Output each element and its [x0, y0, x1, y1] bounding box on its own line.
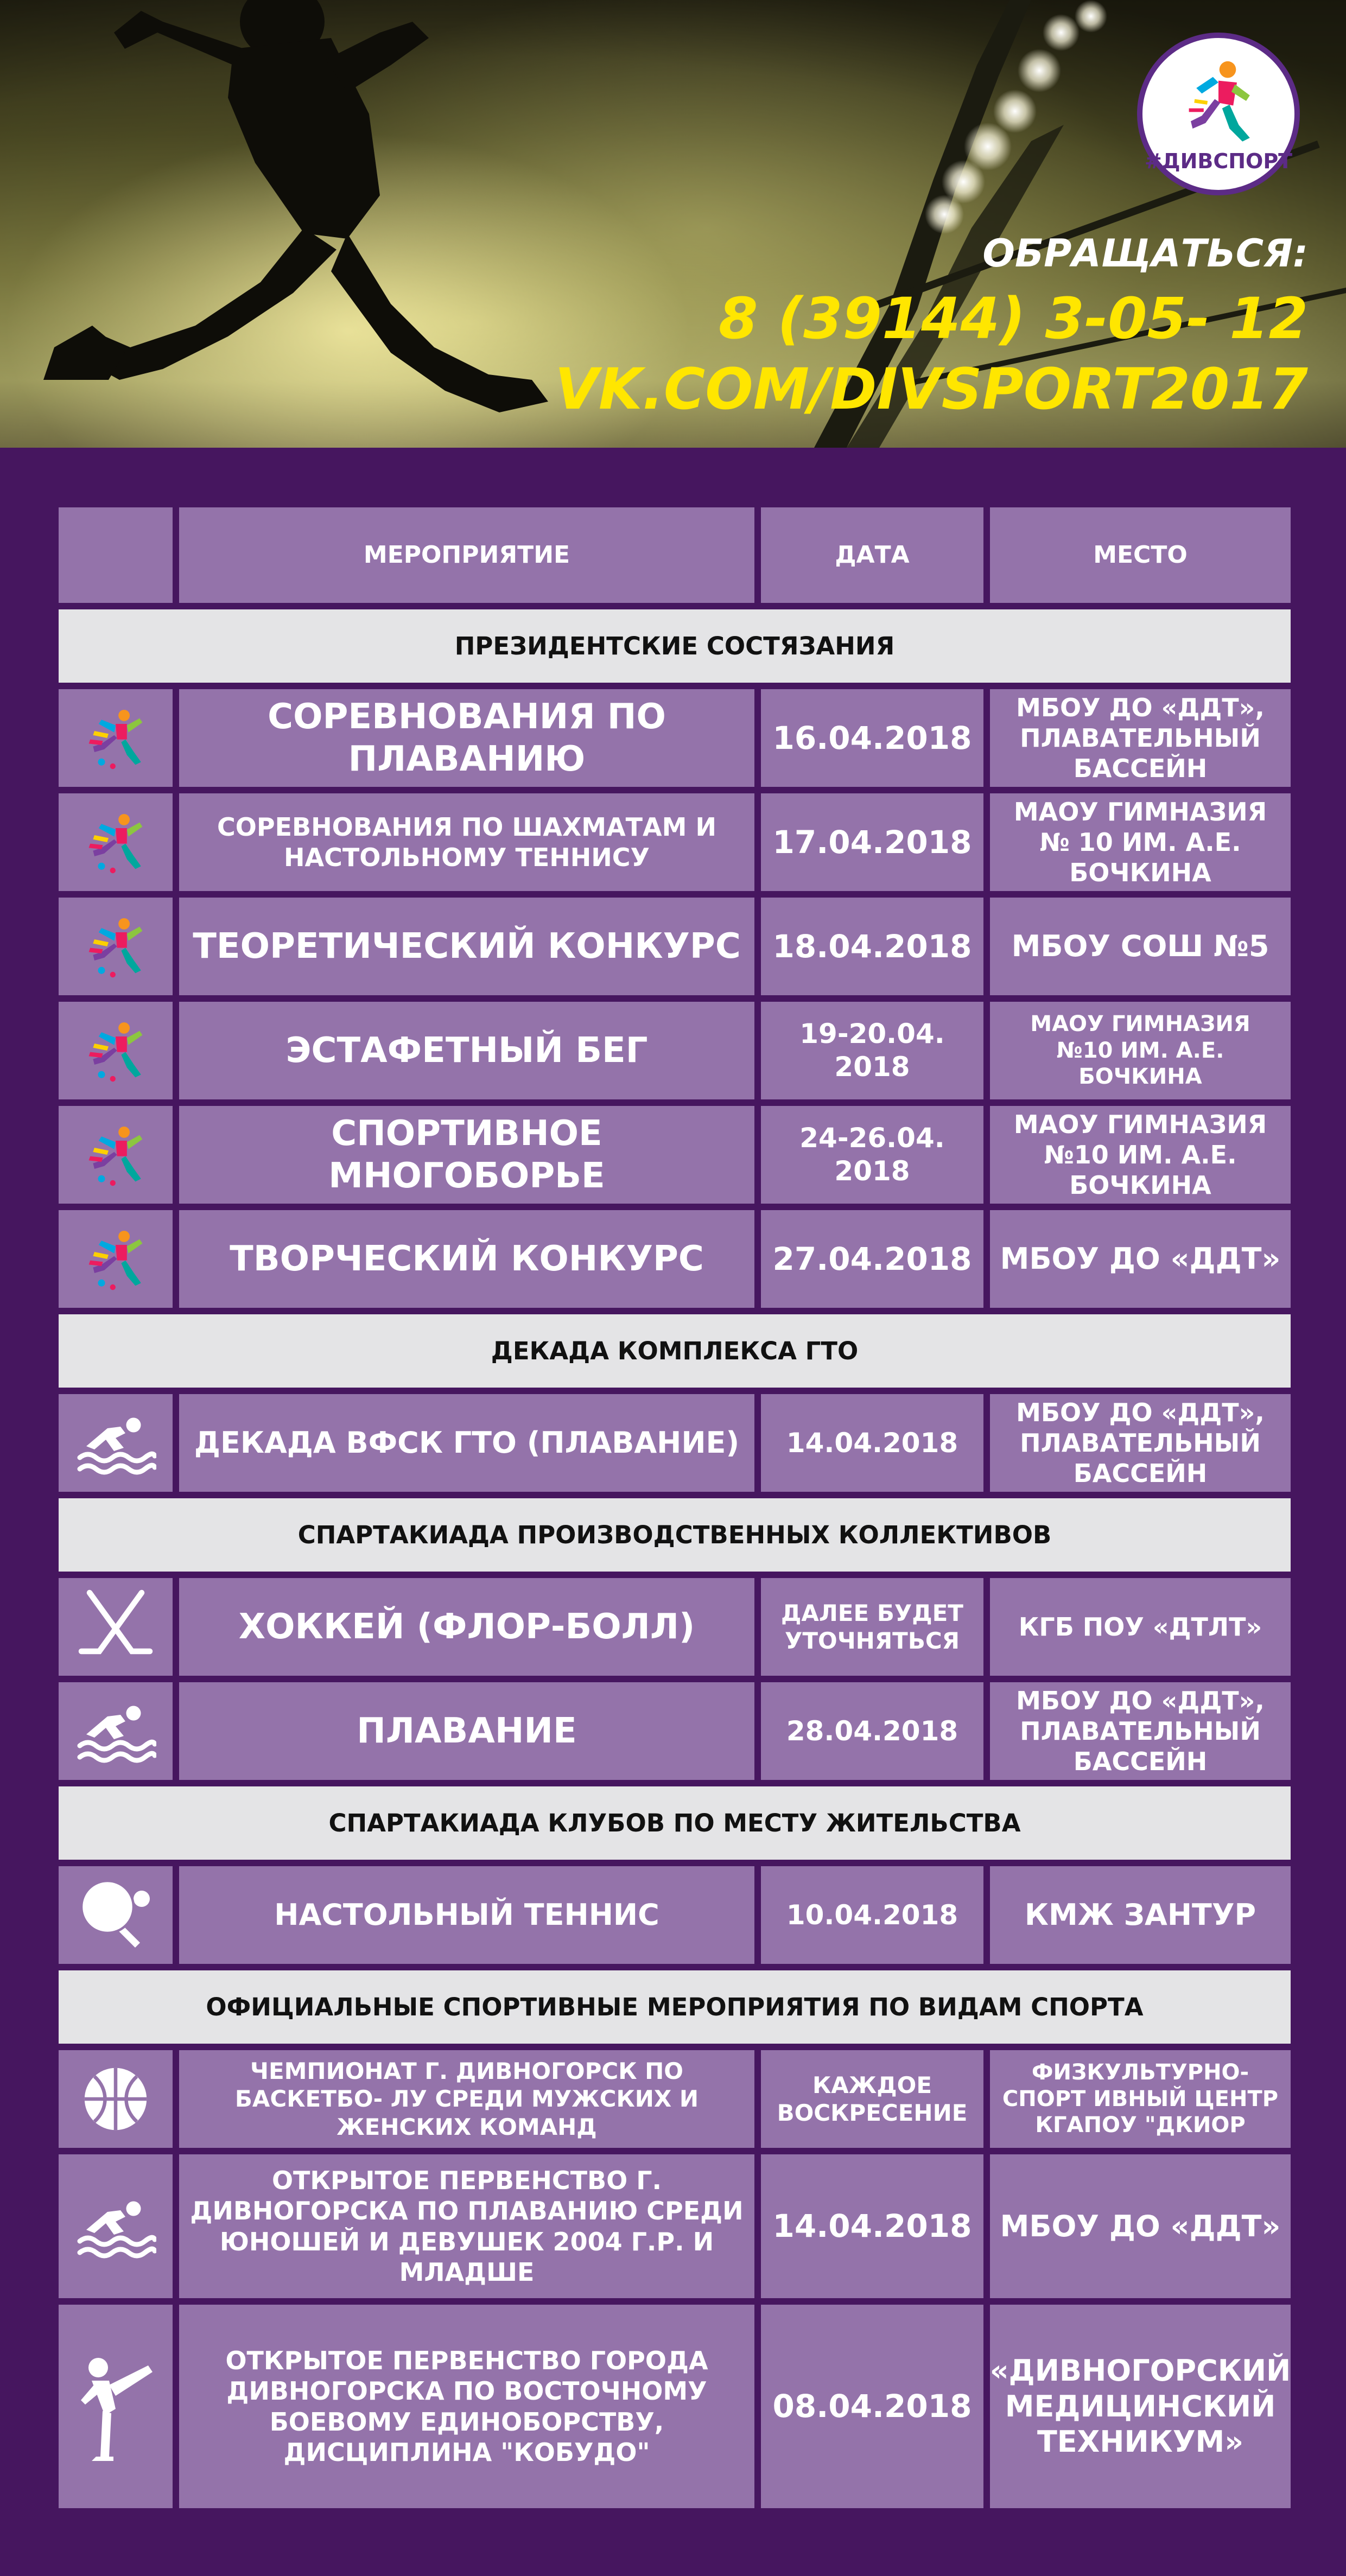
- divsport-logo-icon: [59, 1210, 173, 1308]
- event-name: ТЕОРЕТИЧЕСКИЙ КОНКУРС: [179, 898, 754, 995]
- event-place: МБОУ ДО «ДДТ», ПЛАВАТЕЛЬНЫЙ БАССЕЙН: [990, 1682, 1291, 1780]
- event-date: 19-20.04. 2018: [761, 1002, 983, 1099]
- contact-vk-link[interactable]: VK.COM/DIVSPORT2017: [555, 356, 1308, 422]
- event-date: 16.04.2018: [761, 689, 983, 787]
- basketball-icon: [59, 2050, 173, 2148]
- event-date: 18.04.2018: [761, 898, 983, 995]
- event-date: 10.04.2018: [761, 1866, 983, 1964]
- event-name: ЭСТАФЕТНЫЙ БЕГ: [179, 1002, 754, 1099]
- event-place: МБОУ СОШ №5: [990, 898, 1291, 995]
- event-place: МБОУ ДО «ДДТ», ПЛАВАТЕЛЬНЫЙ БАССЕЙН: [990, 689, 1291, 787]
- event-place: КМЖ ЗАНТУР: [990, 1866, 1291, 1964]
- event-place: КГБ ПОУ «ДТЛТ»: [990, 1578, 1291, 1676]
- event-name: СОРЕВНОВАНИЯ ПО ПЛАВАНИЮ: [179, 689, 754, 787]
- header-icon-cell: [59, 507, 173, 603]
- event-date: 08.04.2018: [761, 2305, 983, 2508]
- divsport-logo-icon: [59, 1002, 173, 1099]
- divsport-logo-icon: [59, 898, 173, 995]
- header-event: МЕРОПРИЯТИЕ: [179, 507, 754, 603]
- event-place: «ДИВНОГОРСКИЙ МЕДИЦИНСКИЙ ТЕХНИКУМ»: [990, 2305, 1291, 2508]
- section-title: СПАРТАКИАДА ПРОИЗВОДСТВЕННЫХ КОЛЛЕКТИВОВ: [59, 1498, 1291, 1572]
- divsport-logo-icon: [59, 689, 173, 787]
- table-row: [59, 2050, 1291, 2148]
- event-date: 14.04.2018: [761, 1394, 983, 1492]
- section-title: СПАРТАКИАДА КЛУБОВ ПО МЕСТУ ЖИТЕЛЬСТВА: [59, 1786, 1291, 1860]
- section-title: ОФИЦИАЛЬНЫЕ СПОРТИВНЫЕ МЕРОПРИЯТИЯ ПО ВИДАМ СПОРТА: [59, 1970, 1291, 2044]
- table-header: [59, 507, 1291, 603]
- logo-hashtag: #ДИВСПОРТ: [1144, 149, 1293, 173]
- divsport-logo: [1137, 33, 1300, 195]
- event-place: МБОУ ДО «ДДТ»: [990, 1210, 1291, 1308]
- table-row: [59, 1210, 1291, 1308]
- event-date: 14.04.2018: [761, 2154, 983, 2298]
- event-date: 27.04.2018: [761, 1210, 983, 1308]
- section-title: ДЕКАДА КОМПЛЕКСА ГТО: [59, 1314, 1291, 1388]
- table-row: [59, 1394, 1291, 1492]
- event-name: ПЛАВАНИЕ: [179, 1682, 754, 1780]
- table-row: [59, 1682, 1291, 1780]
- event-date: 28.04.2018: [761, 1682, 983, 1780]
- event-name: НАСТОЛЬНЫЙ ТЕННИС: [179, 1866, 754, 1964]
- table-row: [59, 1866, 1291, 1964]
- table-row: [59, 2154, 1291, 2298]
- ping-pong-icon: [59, 1866, 173, 1964]
- event-name: СОРЕВНОВАНИЯ ПО ШАХМАТАМ И НАСТОЛЬНОМУ ТЕННИСУ: [179, 793, 754, 891]
- header-place: МЕСТО: [990, 507, 1291, 603]
- table-row: [59, 1002, 1291, 1099]
- swimmer-icon: [59, 2154, 173, 2298]
- event-place: МАОУ ГИМНАЗИЯ №10 ИМ. А.Е. БОЧКИНА: [990, 1002, 1291, 1099]
- table-row: [59, 689, 1291, 787]
- event-place: МБОУ ДО «ДДТ», ПЛАВАТЕЛЬНЫЙ БАССЕЙН: [990, 1394, 1291, 1492]
- header-date: ДАТА: [761, 507, 983, 603]
- contact-label: ОБРАЩАТЬСЯ:: [982, 231, 1308, 276]
- event-name: ХОККЕЙ (ФЛОР-БОЛЛ): [179, 1578, 754, 1676]
- hero-banner: [0, 0, 1346, 448]
- table-row: [59, 1578, 1291, 1676]
- event-name: ЧЕМПИОНАТ Г. ДИВНОГОРСК ПО БАСКЕТБО- ЛУ СРЕДИ МУЖСКИХ И ЖЕНСКИХ КОМАНД: [179, 2050, 754, 2148]
- martial-arts-kick-icon: [59, 2305, 173, 2508]
- contact-phone[interactable]: 8 (39144) 3-05- 12: [718, 285, 1308, 352]
- divsport-logo-icon: [59, 1106, 173, 1204]
- event-place: МАОУ ГИМНАЗИЯ №10 ИМ. А.Е. БОЧКИНА: [990, 1106, 1291, 1204]
- section-title: ПРЕЗИДЕНТСКИЕ СОСТЯЗАНИЯ: [59, 609, 1291, 683]
- event-place: МБОУ ДО «ДДТ»: [990, 2154, 1291, 2298]
- events-table: [59, 507, 1291, 2515]
- event-place: ФИЗКУЛЬТУРНО-СПОРТ ИВНЫЙ ЦЕНТР КГАПОУ "ДКИОР: [990, 2050, 1291, 2148]
- table-row: [59, 793, 1291, 891]
- divsport-logo-icon: [59, 793, 173, 891]
- event-date: КАЖДОЕ ВОСКРЕСЕНИЕ: [761, 2050, 983, 2148]
- event-name: ТВОРЧЕСКИЙ КОНКУРС: [179, 1210, 754, 1308]
- event-name: ОТКРЫТОЕ ПЕРВЕНСТВО ГОРОДА ДИВНОГОРСКА ПО ВОСТОЧНОМУ БОЕВОМУ ЕДИНОБОРСТВУ, ДИСЦИПЛИНА "КОБУДО": [179, 2305, 754, 2508]
- swimmer-icon: [59, 1682, 173, 1780]
- table-row: [59, 898, 1291, 995]
- runner-logo-icon: [1172, 55, 1265, 147]
- event-date: 24-26.04. 2018: [761, 1106, 983, 1204]
- event-date: ДАЛЕЕ БУДЕТ УТОЧНЯТЬСЯ: [761, 1578, 983, 1676]
- table-row: [59, 2305, 1291, 2508]
- event-name: ДЕКАДА ВФСК ГТО (ПЛАВАНИЕ): [179, 1394, 754, 1492]
- hockey-sticks-icon: [59, 1578, 173, 1676]
- event-place: МАОУ ГИМНАЗИЯ № 10 ИМ. А.Е. БОЧКИНА: [990, 793, 1291, 891]
- event-name: СПОРТИВНОЕ МНОГОБОРЬЕ: [179, 1106, 754, 1204]
- event-name: ОТКРЫТОЕ ПЕРВЕНСТВО Г. ДИВНОГОРСКА ПО ПЛАВАНИЮ СРЕДИ ЮНОШЕЙ И ДЕВУШЕК 2004 Г.Р. И МЛАДШЕ: [179, 2154, 754, 2298]
- event-date: 17.04.2018: [761, 793, 983, 891]
- table-row: [59, 1106, 1291, 1204]
- swimmer-icon: [59, 1394, 173, 1492]
